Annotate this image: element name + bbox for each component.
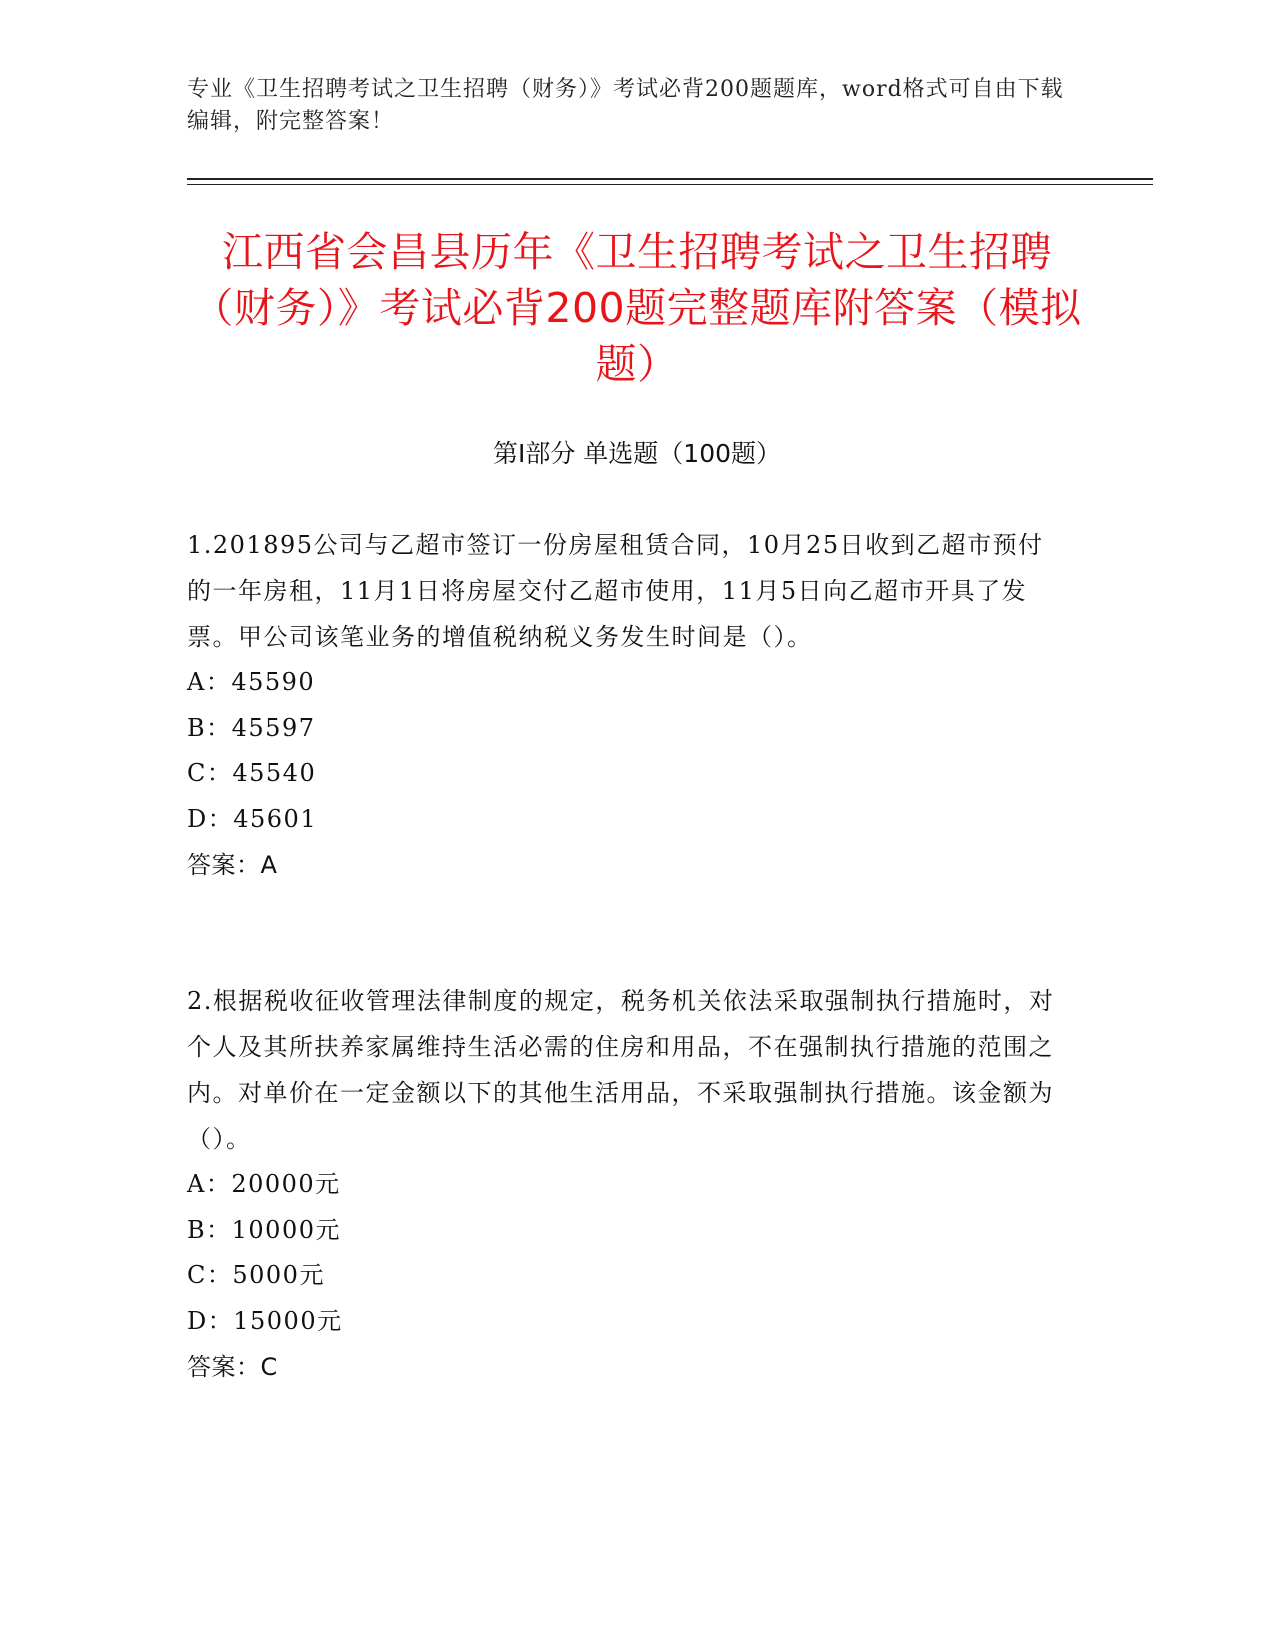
header-divider-thin bbox=[187, 184, 1153, 185]
document-title: 江西省会昌县历年《卫生招聘考试之卫生招聘（财务）》考试必背200题完整题库附答案（模拟题） bbox=[192, 228, 1082, 388]
answer-line: 答案：A bbox=[187, 851, 278, 879]
option-b: B：45597 bbox=[187, 713, 316, 742]
answer-line: 答案：C bbox=[187, 1353, 278, 1381]
header-divider-thick bbox=[187, 178, 1153, 180]
option-c: C：5000元 bbox=[187, 1261, 325, 1289]
header-note: 专业《卫生招聘考试之卫生招聘（财务）》考试必背200题题库，word格式可自由下载编辑，附完整答案！ bbox=[187, 77, 1064, 134]
option-a: A：45590 bbox=[187, 668, 316, 696]
question-block bbox=[187, 522, 1067, 888]
option-c: C：45540 bbox=[187, 759, 317, 787]
option-a: A：20000元 bbox=[187, 1170, 341, 1198]
section-heading: 第I部分 单选题（100题） bbox=[492, 439, 782, 468]
question-stem: 2.根据税收征收管理法律制度的规定，税务机关依法采取强制执行措施时，对个人及其所扶养家属维持生活必需的住房和用品，不在强制执行措施的范围之内。对单价在一定金额以下的其他生活用品，不采取强制执行措施。该金额为（）。 bbox=[187, 987, 1055, 1153]
question-stem: 1.201895公司与乙超市签订一份房屋租赁合同，10月25日收到乙超市预付的一年房租，11月1日将房屋交付乙超市使用，11月5日向乙超市开具了发票。甲公司该笔业务的增值税纳税义务发生时间是（）。 bbox=[187, 531, 1044, 651]
option-b: B：10000元 bbox=[187, 1215, 341, 1244]
option-d: D：15000元 bbox=[187, 1306, 343, 1335]
question-block bbox=[187, 978, 1067, 1390]
option-d: D：45601 bbox=[187, 804, 318, 833]
